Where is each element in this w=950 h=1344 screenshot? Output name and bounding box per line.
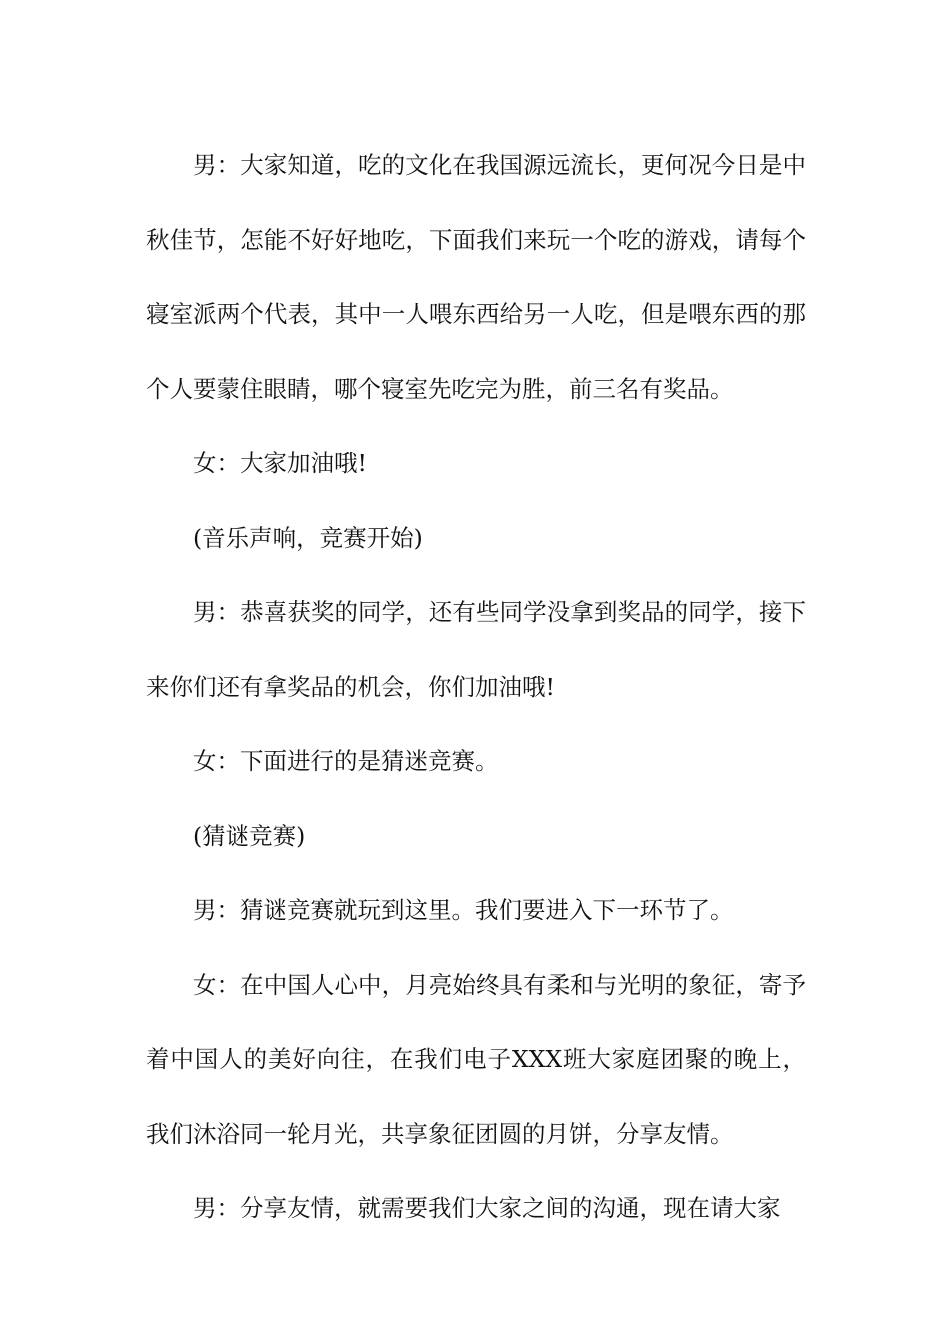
paragraph-moon-symbol: 女：在中国人心中，月亮始终具有柔和与光明的象征，寄予着中国人的美好向往，在我们电子XXX班大家庭团聚的晚上，我们沐浴同一轮月光，共享象征团圆的月饼，分享友情。 <box>146 970 806 1148</box>
document-body <box>146 128 806 1246</box>
paragraph-congratulations: 男：恭喜获奖的同学，还有些同学没拿到奖品的同学，接下来你们还有拿奖品的机会，你们加油哦! <box>146 598 806 701</box>
paragraph-riddle-intro: 女：下面进行的是猜迷竞赛。 <box>193 747 499 775</box>
paragraph-share-friendship: 男：分享友情，就需要我们大家之间的沟通，现在请大家 <box>193 1194 781 1222</box>
paragraph-cheer: 女：大家加油哦! <box>193 449 367 477</box>
paragraph-stage-direction-riddle: (猜谜竞赛) <box>193 821 306 850</box>
paragraph-stage-direction-contest: (音乐声响，竞赛开始) <box>193 523 423 552</box>
paragraph-eating-game: 男：大家知道，吃的文化在我国源远流长，更何况今日是中秋佳节，怎能不好好地吃，下面我们来玩一个吃的游戏，请每个寝室派两个代表，其中一人喂东西给另一人吃，但是喂东西的那个人要蒙住眼睛，哪个寝室先吃完为胜，前三名有奖品。 <box>146 151 806 403</box>
paragraph-next-segment: 男：猜谜竞赛就玩到这里。我们要进入下一环节了。 <box>193 896 734 924</box>
